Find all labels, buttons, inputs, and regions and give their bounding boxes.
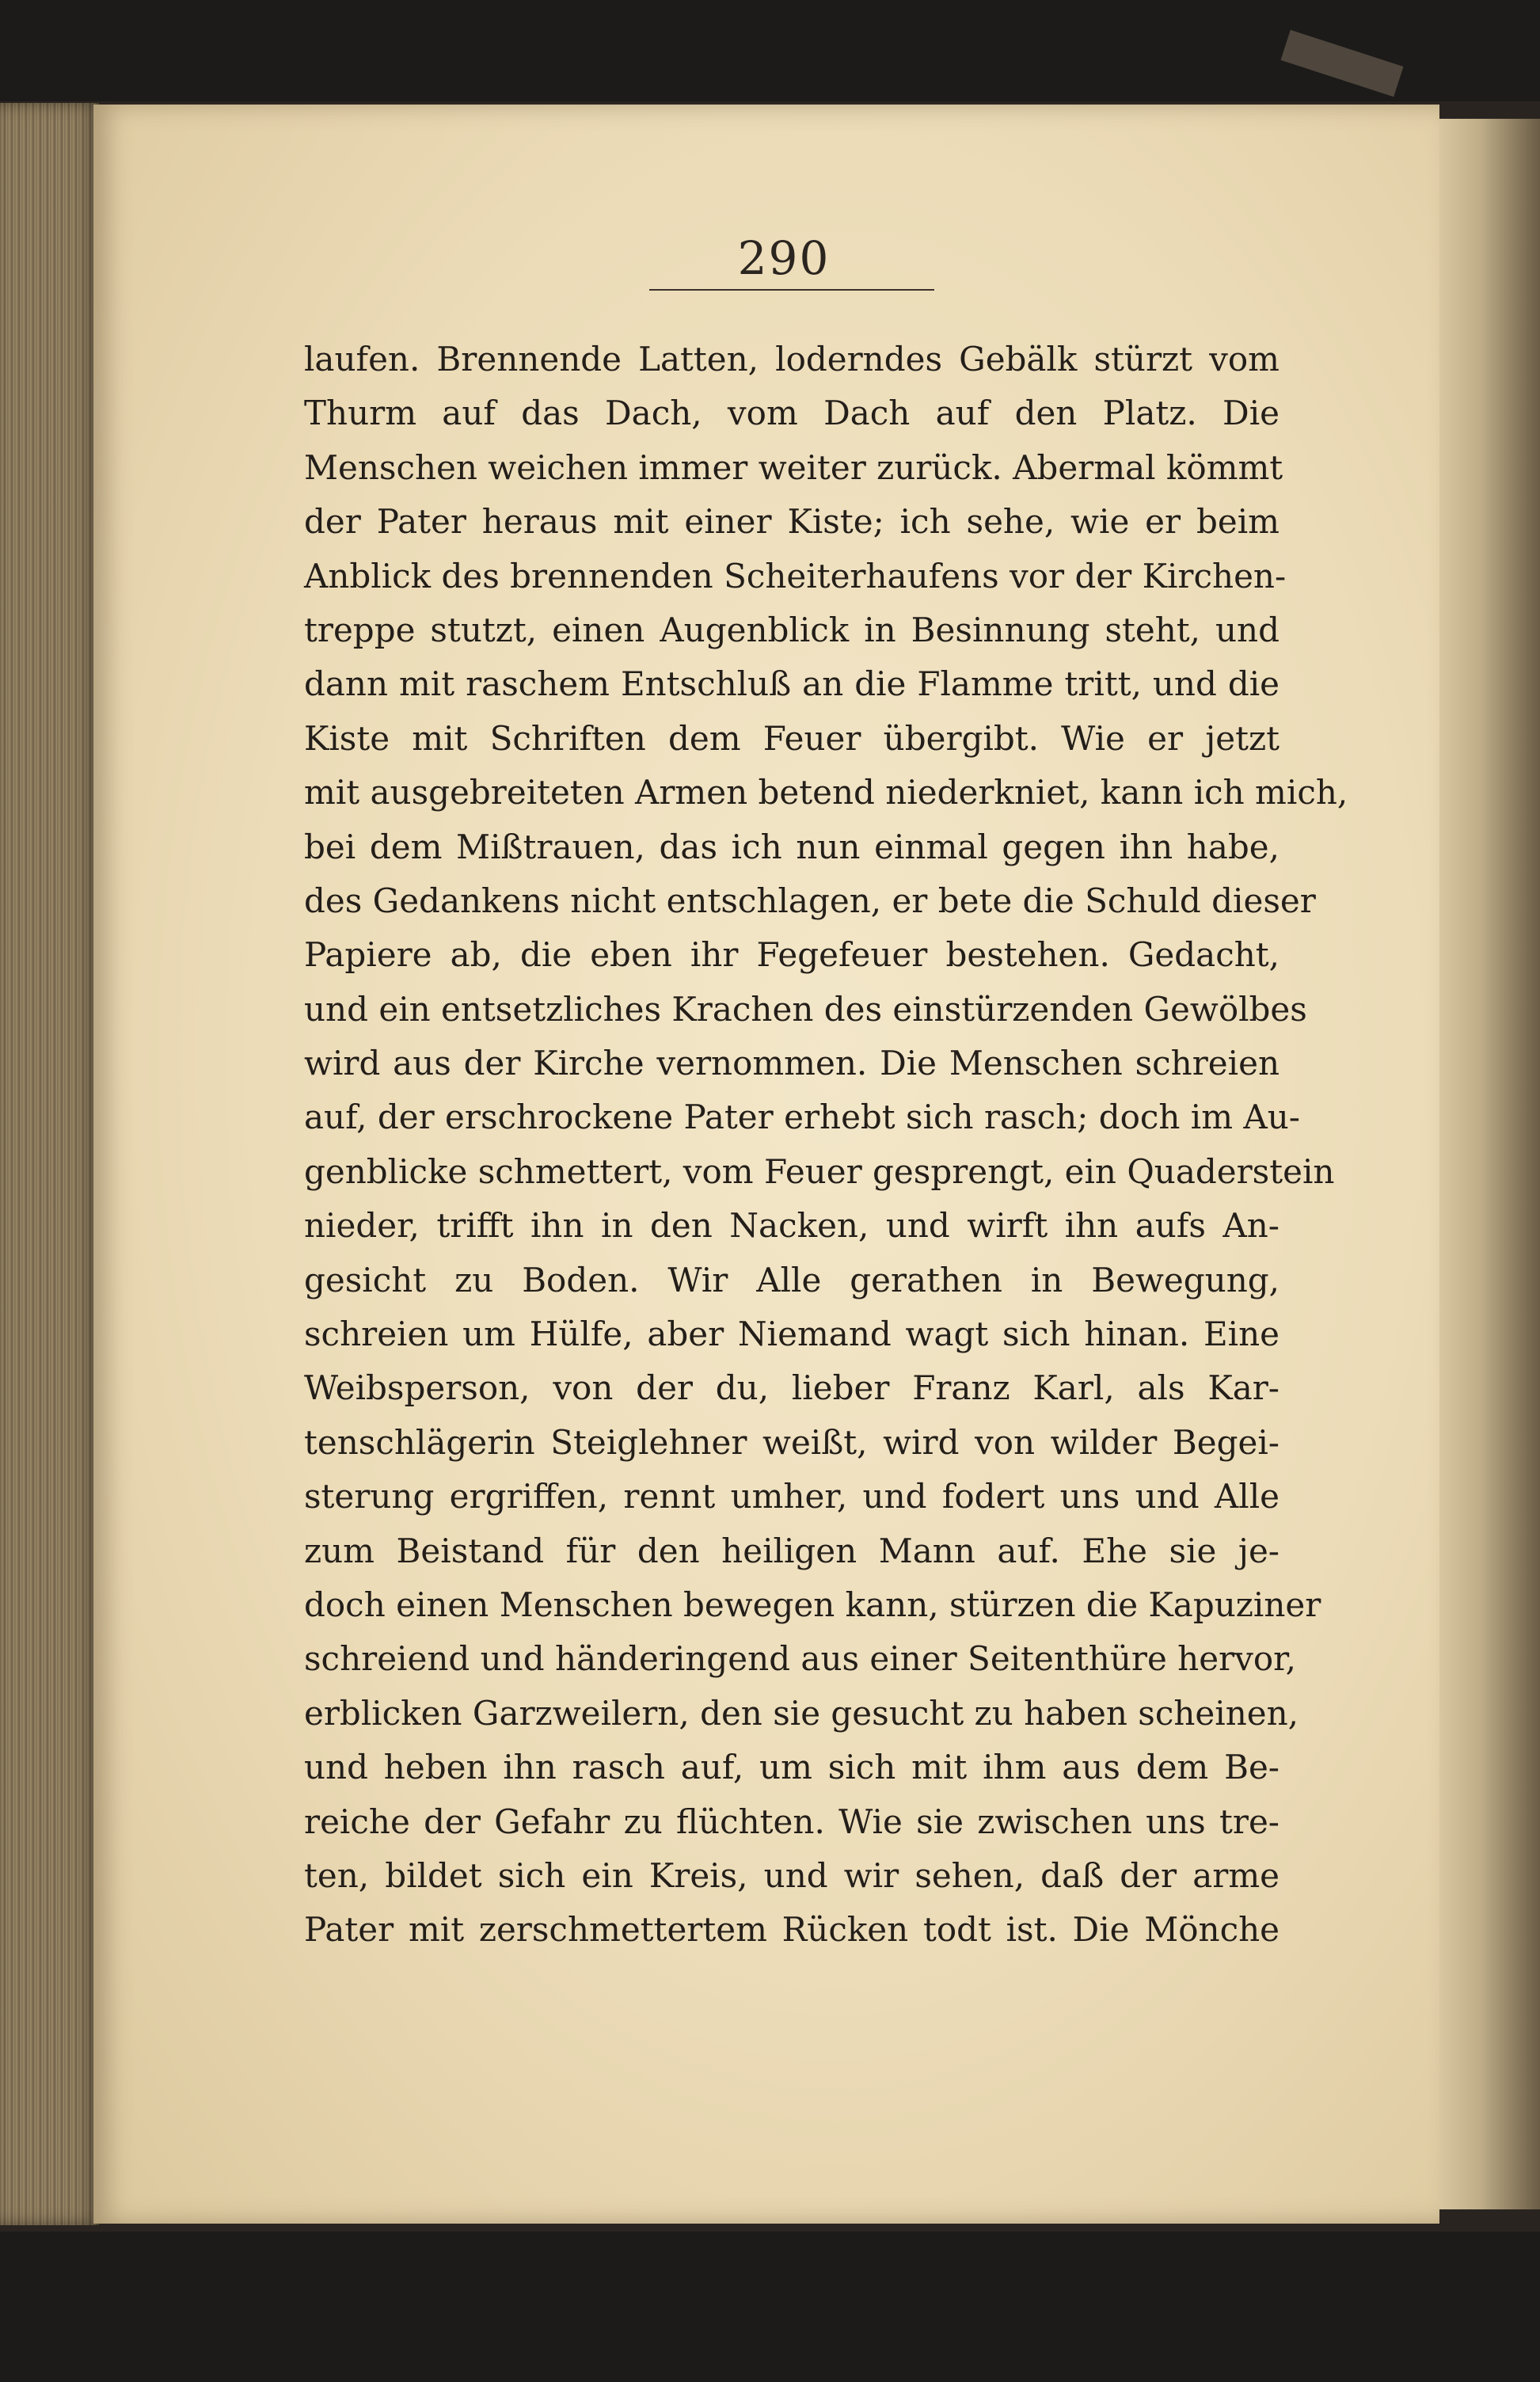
text-line: nieder, trifft ihn in den Nacken, und wirft ihn aufs An- [304,1206,1280,1246]
text-line: erblicken Garzweilern, den sie gesucht zu haben scheinen, [304,1693,1299,1733]
bookmark-ribbon [1280,30,1403,97]
text-line: laufen. Brennende Latten, loderndes Gebälk stürzt vom [304,340,1280,379]
text-line: Kiste mit Schriften dem Feuer übergibt. Wie er jetzt [304,718,1280,758]
page-stack-left-edge [0,103,99,2225]
text-line: dann mit raschem Entschluß an die Flamme tritt, und die [304,664,1280,704]
text-line: Pater mit zerschmettertem Rücken todt ist. Die Mönche [304,1910,1280,1950]
body-text [304,333,1348,1958]
page-number: 290 [737,231,831,285]
text-line: reiche der Gefahr zu flüchten. Wie sie zwischen uns tre- [304,1802,1280,1841]
text-line: Papiere ab, die eben ihr Fegefeuer bestehen. Gedacht, [304,935,1280,975]
text-line: genblicke schmettert, vom Feuer gesprengt, ein Quaderstein [304,1151,1335,1191]
text-line: Anblick des brennenden Scheiterhaufens vor der Kirchen- [304,556,1287,596]
text-line: und heben ihn rasch auf, um sich mit ihm aus dem Be- [304,1748,1280,1787]
text-line: zum Beistand für den heiligen Mann auf. Ehe sie je- [304,1531,1280,1570]
text-line: gesicht zu Boden. Wir Alle gerathen in Bewegung, [304,1260,1280,1299]
text-line: schreien um Hülfe, aber Niemand wagt sich hinan. Eine [304,1315,1280,1354]
text-line: Weibsperson, von der du, lieber Franz Karl, als Kar- [304,1368,1280,1408]
text-line: Thurm auf das Dach, vom Dach auf den Platz. Die [304,394,1280,433]
text-line: sterung ergriffen, rennt umher, und fodert uns und Alle [304,1477,1280,1516]
text-line: auf, der erschrockene Pater erhebt sich rasch; doch im Au- [304,1098,1300,1137]
page-stack-right-edge [1439,119,1540,2209]
text-line: tenschlägerin Steiglehner weißt, wird von wilder Begei- [304,1422,1280,1462]
text-line: der Pater heraus mit einer Kiste; ich sehe, wie er beim [304,502,1280,542]
text-line: Menschen weichen immer weiter zurück. Abermal kömmt [304,447,1283,487]
text-line: schreiend und händeringend aus einer Seitenthüre hervor, [304,1639,1296,1679]
text-line: des Gedankens nicht entschlagen, er bete die Schuld dieser [304,881,1316,920]
text-line: treppe stutzt, einen Augenblick in Besinnung steht, und [304,610,1280,649]
text-line: ten, bildet sich ein Kreis, und wir sehen, daß der arme [304,1855,1280,1895]
header-rule [649,289,934,291]
text-line: mit ausgebreiteten Armen betend niederkniet, kann ich mich, [304,773,1348,812]
text-line: bei dem Mißtrauen, das ich nun einmal gegen ihn habe, [304,827,1280,866]
text-line: doch einen Menschen bewegen kann, stürzen die Kapuziner [304,1585,1321,1624]
text-line: und ein entsetzliches Krachen des einstürzenden Gewölbes [304,989,1307,1029]
text-line: wird aus der Kirche vernommen. Die Menschen schreien [304,1044,1280,1083]
